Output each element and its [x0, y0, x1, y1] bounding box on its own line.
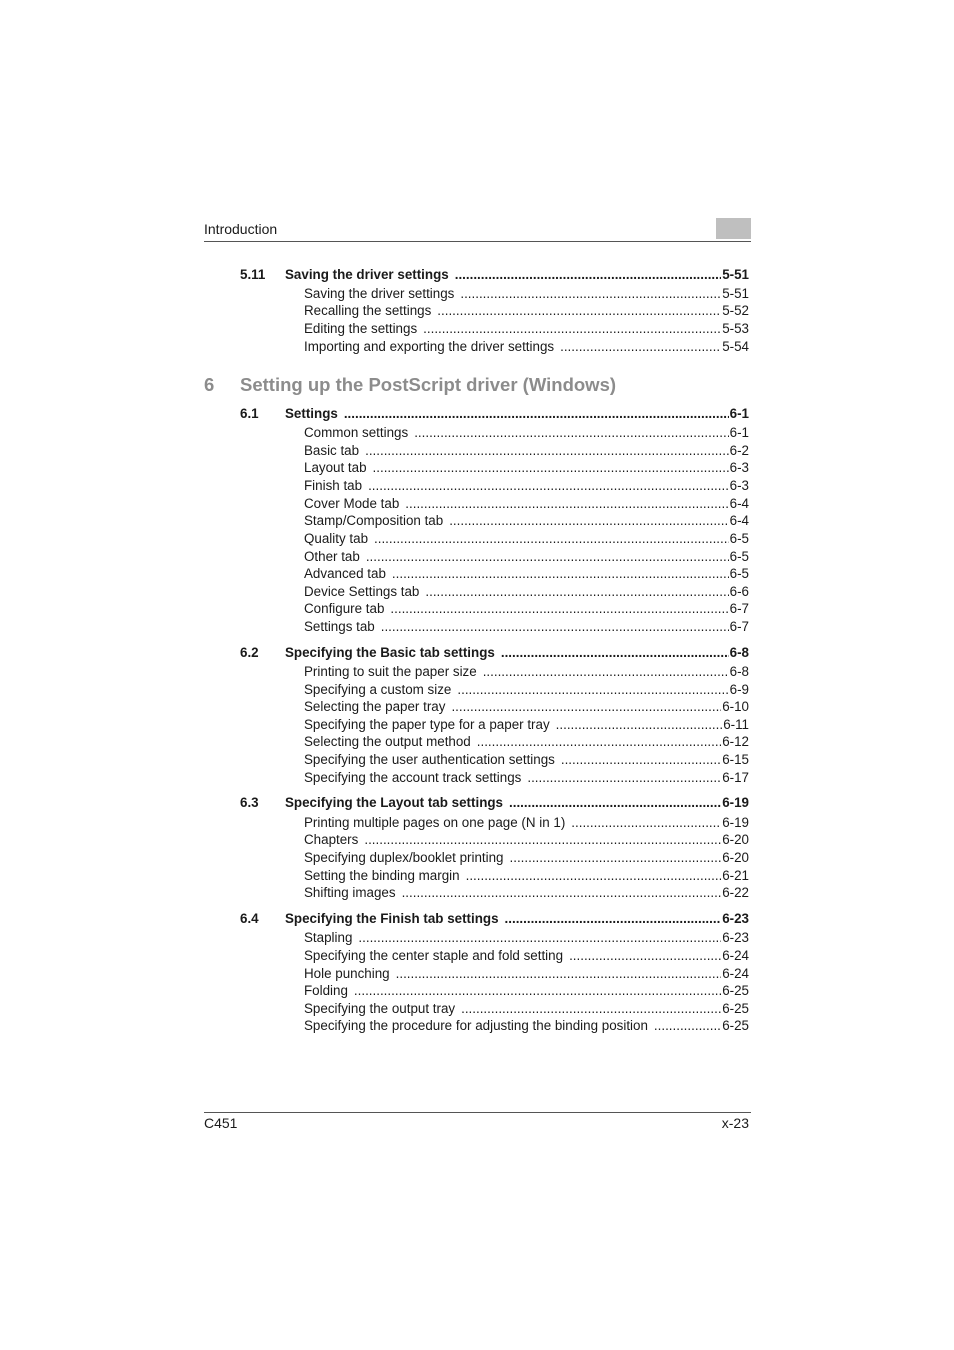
page-number: 6-19 — [722, 815, 749, 830]
toc-entry[interactable] — [304, 513, 749, 529]
dot-leader — [405, 496, 728, 512]
toc-entry[interactable] — [304, 815, 749, 831]
dot-leader — [461, 1001, 721, 1017]
page-number: 6-17 — [722, 770, 749, 785]
toc-entry[interactable] — [304, 930, 749, 946]
dot-leader — [509, 795, 721, 811]
toc-entry[interactable] — [304, 443, 749, 459]
entry-title: Specifying the center staple and fold setting — [304, 948, 564, 963]
entry-title: Specifying the account track settings — [304, 770, 522, 785]
entry-title: Specifying the paper type for a paper tray — [304, 717, 550, 732]
entry-title: Selecting the output method — [304, 734, 471, 749]
entry-title: Finish tab — [304, 478, 363, 493]
entry-title: Folding — [304, 983, 348, 998]
dot-leader — [368, 478, 729, 494]
entry-title: Settings tab — [304, 619, 375, 634]
toc-entry[interactable] — [304, 850, 749, 866]
toc-entry[interactable] — [304, 770, 749, 786]
toc-entry[interactable] — [304, 983, 749, 999]
chapter-heading[interactable] — [204, 374, 616, 396]
dot-leader — [560, 339, 721, 355]
page-number: 6-23 — [722, 911, 749, 926]
entry-title: Selecting the paper tray — [304, 699, 446, 714]
dot-leader — [373, 460, 729, 476]
dot-leader — [451, 699, 721, 715]
toc-section-6-4[interactable] — [240, 911, 749, 927]
running-header-title: Introduction — [204, 221, 278, 237]
entry-title: Specifying the procedure for adjusting the binding position — [304, 1018, 648, 1033]
toc-section-6-1[interactable] — [240, 406, 749, 422]
entry-title: Recalling the settings — [304, 303, 432, 318]
toc-entry[interactable] — [304, 339, 749, 355]
page-number: 5-51 — [722, 286, 749, 301]
section-title: Specifying the Finish tab settings — [285, 911, 499, 926]
dot-leader — [569, 948, 721, 964]
entry-title: Layout tab — [304, 460, 367, 475]
dot-leader — [449, 513, 728, 529]
page-number: 6-10 — [722, 699, 749, 714]
toc-entry[interactable] — [304, 460, 749, 476]
entry-title: Printing multiple pages on one page (N in 1) — [304, 815, 566, 830]
page-number: 6-22 — [722, 885, 749, 900]
page-number: 6-1 — [729, 425, 749, 440]
page-number: 6-4 — [729, 496, 749, 511]
toc-entry[interactable] — [304, 752, 749, 768]
entry-title: Editing the settings — [304, 321, 418, 336]
dot-leader — [483, 664, 729, 680]
entry-title: Common settings — [304, 425, 409, 440]
dot-leader — [455, 267, 721, 283]
entry-title: Basic tab — [304, 443, 360, 458]
dot-leader — [390, 601, 728, 617]
page-number: 6-20 — [722, 850, 749, 865]
entry-title: Stapling — [304, 930, 353, 945]
toc-entry[interactable] — [304, 734, 749, 750]
entry-title: Specifying duplex/booklet printing — [304, 850, 504, 865]
page-number: 6-6 — [729, 584, 749, 599]
entry-title: Cover Mode tab — [304, 496, 400, 511]
toc-entry[interactable] — [304, 699, 749, 715]
page-number: 6-11 — [723, 717, 749, 732]
footer-model-name: C451 — [204, 1115, 238, 1131]
page-number: 6-9 — [729, 682, 749, 697]
toc-entry[interactable] — [304, 682, 749, 698]
toc-entry[interactable] — [304, 1018, 749, 1034]
entry-title: Importing and exporting the driver settings — [304, 339, 555, 354]
dot-leader — [466, 868, 722, 884]
dot-leader — [477, 734, 721, 750]
toc-entry[interactable] — [304, 321, 749, 337]
page-number: 6-7 — [729, 601, 749, 616]
page-number: 6-21 — [722, 868, 749, 883]
toc-entry[interactable] — [304, 531, 749, 547]
dot-leader — [561, 752, 721, 768]
toc-entry[interactable] — [304, 601, 749, 617]
toc-section-6-2[interactable] — [240, 645, 749, 661]
dot-leader — [654, 1018, 721, 1034]
dot-leader — [510, 850, 722, 866]
page-number: 6-2 — [729, 443, 749, 458]
dot-leader — [402, 885, 722, 901]
section-title: Saving the driver settings — [285, 267, 449, 282]
dot-leader — [354, 983, 721, 999]
dot-leader — [344, 406, 729, 422]
page-number: 6-24 — [722, 966, 749, 981]
footer-page-number: x-23 — [721, 1115, 749, 1131]
toc-entry[interactable] — [304, 584, 749, 600]
page-number: 6-15 — [722, 752, 749, 767]
page-number: 6-25 — [722, 1018, 749, 1033]
toc-entry[interactable] — [304, 478, 749, 494]
toc-entry[interactable] — [304, 619, 749, 635]
toc-entry[interactable] — [304, 664, 749, 680]
page-number: 6-5 — [729, 549, 749, 564]
toc-entry[interactable] — [304, 566, 749, 582]
entry-title: Specifying a custom size — [304, 682, 452, 697]
dot-leader — [501, 645, 729, 661]
entry-title: Stamp/Composition tab — [304, 513, 444, 528]
section-title: Specifying the Layout tab settings — [285, 795, 503, 810]
page-number: 6-24 — [722, 948, 749, 963]
dot-leader — [423, 321, 721, 337]
dot-leader — [358, 930, 721, 946]
toc-section-5-11[interactable] — [240, 267, 749, 283]
toc-entry[interactable] — [304, 885, 749, 901]
toc-entry[interactable] — [304, 303, 749, 319]
page-number: 5-51 — [722, 267, 749, 282]
entry-title: Setting the binding margin — [304, 868, 460, 883]
toc-entry[interactable] — [304, 286, 749, 302]
entry-title: Configure tab — [304, 601, 385, 616]
page-number: 6-3 — [729, 460, 749, 475]
page-number: 6-19 — [722, 795, 749, 810]
dot-leader — [460, 286, 721, 302]
page-number: 6-12 — [722, 734, 749, 749]
dot-leader — [396, 966, 722, 982]
entry-title: Shifting images — [304, 885, 396, 900]
toc-entry[interactable] — [304, 966, 749, 982]
dot-leader — [556, 717, 723, 733]
page-number: 6-8 — [729, 645, 749, 660]
page-number: 5-53 — [722, 321, 749, 336]
page-number: 6-23 — [722, 930, 749, 945]
page-number: 6-8 — [729, 664, 749, 679]
footer-divider — [204, 1112, 751, 1113]
section-number: 6.2 — [240, 645, 259, 660]
toc-section-6-3[interactable] — [240, 795, 749, 811]
toc-entry[interactable] — [304, 425, 749, 441]
page-number: 6-25 — [722, 983, 749, 998]
toc-entry[interactable] — [304, 1001, 749, 1017]
dot-leader — [414, 425, 728, 441]
dot-leader — [381, 619, 729, 635]
section-number: 6.1 — [240, 406, 259, 421]
page-number: 5-54 — [722, 339, 749, 354]
entry-title: Device Settings tab — [304, 584, 420, 599]
page-number: 5-52 — [722, 303, 749, 318]
section-number: 5.11 — [240, 267, 266, 282]
dot-leader — [365, 443, 729, 459]
page-number: 6-5 — [729, 531, 749, 546]
chapter-number: 6 — [204, 374, 215, 395]
toc-entry[interactable] — [304, 832, 749, 848]
dot-leader — [527, 770, 721, 786]
entry-title: Specifying the output tray — [304, 1001, 456, 1016]
page-number: 6-4 — [729, 513, 749, 528]
toc-entry[interactable] — [304, 868, 749, 884]
entry-title: Advanced tab — [304, 566, 386, 581]
dot-leader — [364, 832, 721, 848]
toc-entry[interactable] — [304, 948, 749, 964]
section-number: 6.3 — [240, 795, 259, 810]
section-title: Specifying the Basic tab settings — [285, 645, 495, 660]
entry-title: Printing to suit the paper size — [304, 664, 477, 679]
page-number: 6-5 — [729, 566, 749, 581]
page-number: 6-25 — [722, 1001, 749, 1016]
page-number: 6-20 — [722, 832, 749, 847]
toc-entry[interactable] — [304, 717, 749, 733]
dot-leader — [505, 911, 722, 927]
dot-leader — [392, 566, 729, 582]
section-title: Settings — [285, 406, 338, 421]
page-number: 6-1 — [729, 406, 749, 421]
chapter-title: Setting up the PostScript driver (Windows) — [240, 374, 617, 395]
dot-leader — [425, 584, 728, 600]
entry-title: Quality tab — [304, 531, 369, 546]
toc-entry[interactable] — [304, 549, 749, 565]
page-number: 6-3 — [729, 478, 749, 493]
entry-title: Hole punching — [304, 966, 390, 981]
section-number: 6.4 — [240, 911, 259, 926]
dot-leader — [437, 303, 721, 319]
entry-title: Specifying the user authentication settings — [304, 752, 555, 767]
entry-title: Chapters — [304, 832, 359, 847]
entry-title: Saving the driver settings — [304, 286, 455, 301]
dot-leader — [366, 549, 729, 565]
dot-leader — [374, 531, 729, 547]
toc-entry[interactable] — [304, 496, 749, 512]
dot-leader — [571, 815, 721, 831]
dot-leader — [457, 682, 728, 698]
entry-title: Other tab — [304, 549, 360, 564]
page-number: 6-7 — [729, 619, 749, 634]
